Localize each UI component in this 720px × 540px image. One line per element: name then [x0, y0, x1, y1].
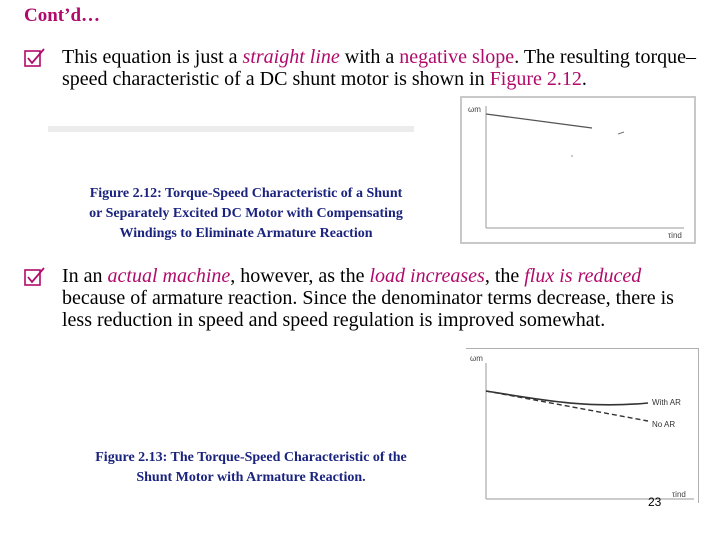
bullet-text-span: flux is reduced — [524, 265, 642, 287]
bullet-text-span: . — [581, 68, 587, 90]
bullet-text-span: with a — [339, 46, 400, 68]
bullet-2 — [24, 265, 704, 331]
with-ar-curve — [486, 391, 648, 405]
bullet-text-span: negative slope — [399, 46, 515, 68]
figure-2-13 — [466, 348, 699, 503]
bullet-text-span: , the — [484, 265, 525, 287]
figure-2-13-caption: Figure 2.13: The Torque-Speed Characteristic of the Shunt Motor with Armature Reaction. — [95, 450, 407, 485]
bullet-text-span: straight line — [242, 46, 340, 68]
no-ar-line — [486, 391, 648, 421]
bullet-text-span: load increases — [369, 265, 485, 287]
bullet-1-text — [62, 46, 704, 90]
bullet-1 — [24, 46, 704, 90]
x-axis-label: τind — [672, 490, 686, 499]
bullet-text-span: , however, as the — [230, 265, 370, 287]
slide-title: Cont’d… — [24, 5, 101, 26]
checkbox-checked-icon — [24, 267, 46, 287]
bullet-text-span: This equation is just a — [62, 46, 243, 68]
speed-line-fragment — [618, 132, 624, 134]
x-axis-label: τind — [668, 231, 682, 240]
y-axis-label: ωm — [468, 105, 481, 114]
no-ar-label: No AR — [652, 420, 676, 429]
figure-2-12-caption: Figure 2.12: Torque-Speed Characteristic of a Shunt or Separately Excited DC Motor with Compensating Windings to Eliminate Armature Reaction — [89, 186, 403, 241]
speed-line — [486, 114, 592, 128]
torque-speed-plot-2 — [466, 349, 698, 503]
bullet-text-span: In an — [62, 265, 108, 287]
page-number: 23 — [648, 495, 662, 509]
y-axis-label: ωm — [470, 354, 483, 363]
bullet-text-span: because of armature reaction. Since the denominator terms decrease, there is less reduction in speed and speed regulation is improved somewhat. — [62, 287, 674, 331]
bullet-text-span: . The resulting torque–speed characteristic of a DC shunt motor is shown in — [62, 46, 697, 90]
with-ar-label: With AR — [652, 398, 681, 407]
bullet-text-span: actual machine — [107, 265, 231, 287]
divider-bar — [48, 126, 414, 132]
checkbox-checked-icon — [24, 48, 46, 68]
bullet-text-span: Figure 2.12 — [489, 68, 582, 90]
figure-2-12 — [460, 96, 696, 244]
plot-speck — [571, 155, 573, 157]
bullet-2-text — [62, 265, 704, 331]
torque-speed-plot-1 — [462, 98, 694, 242]
